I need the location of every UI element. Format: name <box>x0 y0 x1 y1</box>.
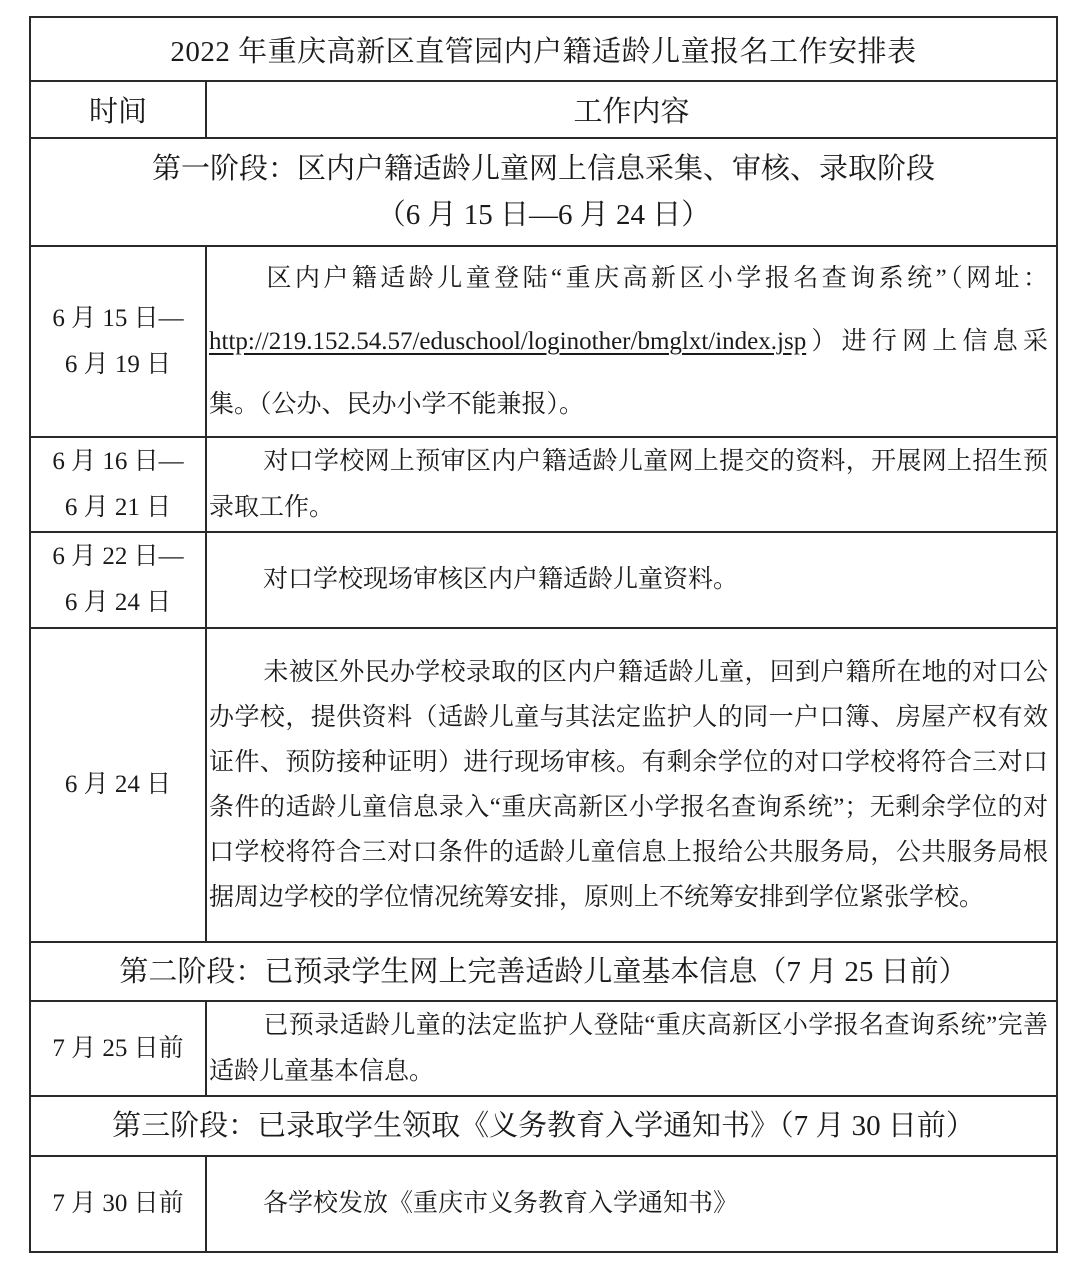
time-start: 6 月 22 日— <box>52 543 184 570</box>
table-row <box>30 532 1057 628</box>
time-cell: 7 月 25 日前 <box>30 1001 206 1096</box>
time-end: 6 月 21 日 <box>64 493 172 521</box>
content-cell <box>206 437 1057 532</box>
registration-url-link[interactable]: http://219.152.54.57/eduschool/loginother/bmglxt/index.jsp <box>209 328 807 355</box>
time-end: 6 月 19 日 <box>64 350 172 378</box>
content-cell <box>206 1001 1057 1096</box>
time-end: 6 月 24 日 <box>64 589 172 616</box>
table-row <box>30 437 1057 532</box>
stage-row-2 <box>30 942 1057 1001</box>
stage-heading-3: 第三阶段：已录取学生领取《义务教育入学通知书》（7 月 30 日前） <box>30 1096 1057 1156</box>
header-row <box>30 81 1057 138</box>
content-text: 已预录适龄儿童的法定监护人登陆“重庆高新区小学报名查询系统”完善适龄儿童基本信息。 <box>209 1011 1049 1085</box>
content-text: 各学校发放《重庆市义务教育入学通知书》 <box>263 1190 739 1217</box>
time-cell <box>30 628 206 942</box>
stage-title: 第一阶段：区内户籍适龄儿童网上信息采集、审核、录取阶段 <box>152 153 936 185</box>
time-date: 6 月 24 日 <box>64 771 172 798</box>
table-row <box>30 1001 1057 1096</box>
content-text: 未被区外民办学校录取的区内户籍适龄儿童，回到户籍所在地的对口公办学校，提供资料（适龄儿童与其法定监护人的同一户口簿、房屋产权有效证件、预防接种证明）进行现场审核。有剩余学位的对口学校将符合三对口条件的适龄儿童信息录入“重庆高新区小学报名查询系统”；无剩余学位的对口学校将符合三对口条件的适龄儿童信息上报给公共服务局，公共服务局根据周边学校的学位情况统筹安排，原则上不统筹安排到学位紧张学校。 <box>209 659 1049 911</box>
content-cell <box>206 246 1057 437</box>
time-cell: 7 月 30 日前 <box>30 1156 206 1252</box>
table-row <box>30 246 1057 437</box>
time-cell <box>30 532 206 628</box>
stage-row-1 <box>30 138 1057 246</box>
column-header-time: 时间 <box>30 81 206 138</box>
content-cell <box>206 532 1057 628</box>
stage-heading-1 <box>30 138 1057 246</box>
time-start: 6 月 15 日— <box>52 304 184 332</box>
time-cell <box>30 437 206 532</box>
content-text: ）进行网上信息采集。（公办、民办小学不能兼报）。 <box>209 328 1049 418</box>
column-header-content: 工作内容 <box>206 81 1057 138</box>
time-cell <box>30 246 206 437</box>
table-title: 2022 年重庆高新区直管园内户籍适龄儿童报名工作安排表 <box>30 17 1057 81</box>
stage-period: （6 月 15 日—6 月 24 日） <box>376 199 711 231</box>
table-row <box>30 1156 1057 1252</box>
content-cell <box>206 628 1057 942</box>
stage-heading-2: 第二阶段：已预录学生网上完善适龄儿童基本信息（7 月 25 日前） <box>30 942 1057 1001</box>
content-cell <box>206 1156 1057 1252</box>
table-row <box>30 628 1057 942</box>
content-text: 区内户籍适龄儿童登陆“重庆高新区小学报名查询系统”（网址： <box>263 265 1049 292</box>
title-row <box>30 17 1057 81</box>
content-text: 对口学校网上预审区内户籍适龄儿童网上提交的资料，开展网上招生预录取工作。 <box>209 447 1049 521</box>
time-start: 6 月 16 日— <box>52 447 184 475</box>
stage-row-3 <box>30 1096 1057 1156</box>
schedule-table <box>29 16 1058 1253</box>
content-text: 对口学校现场审核区内户籍适龄儿童资料。 <box>263 566 739 593</box>
